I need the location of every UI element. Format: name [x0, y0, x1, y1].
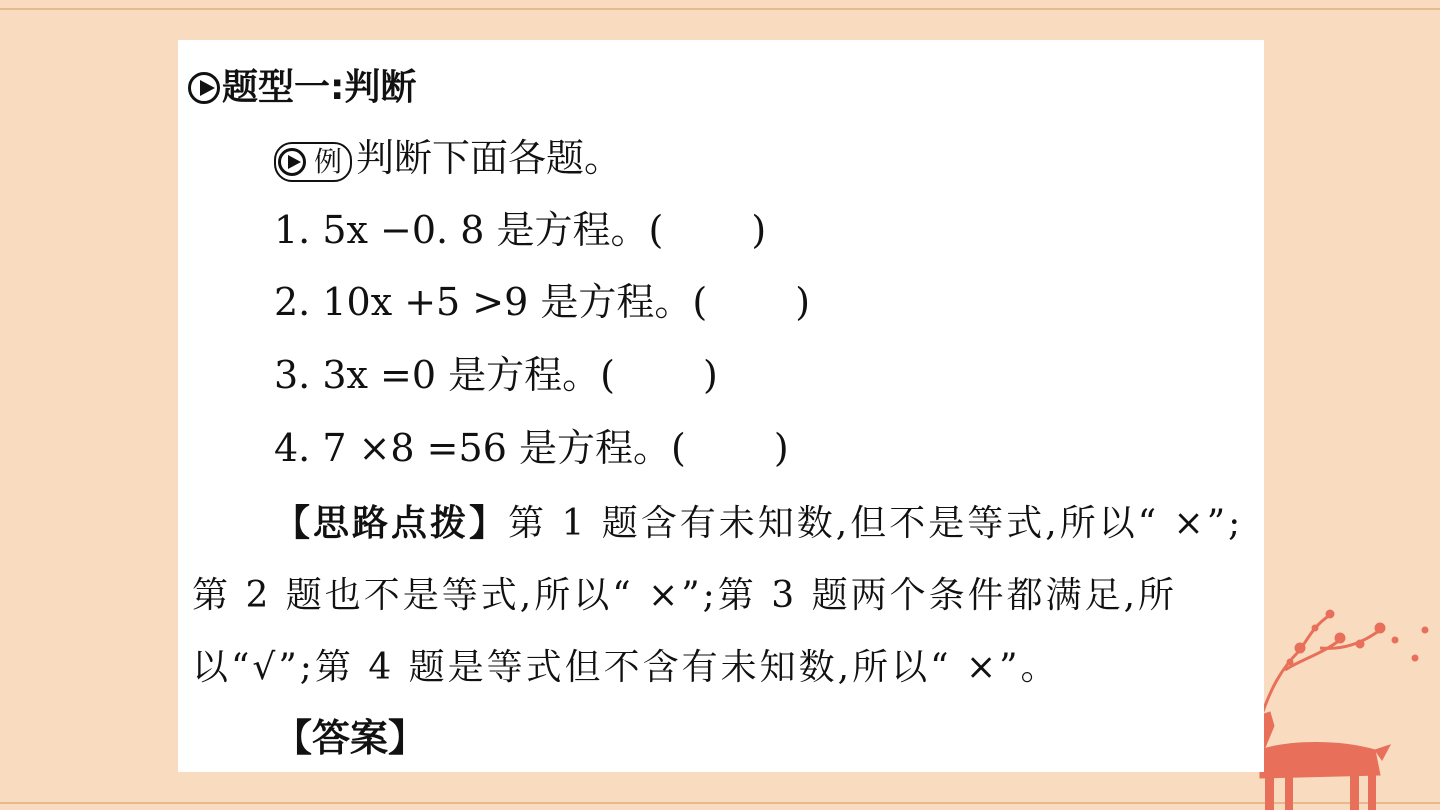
question-1: 1. 5x −0. 8 是方程。( )	[274, 208, 767, 252]
example-badge	[274, 142, 352, 182]
answer-label: 【答案】	[274, 716, 427, 760]
play-icon	[278, 148, 306, 176]
example-tag-text: 例	[314, 145, 343, 178]
question-2: 2. 10x +5 >9 是方程。( )	[274, 280, 811, 324]
play-icon	[188, 72, 220, 104]
section-heading	[188, 66, 416, 110]
question-3: 3. 3x =0 是方程。( )	[274, 353, 718, 397]
analysis-label: 【思路点拨】	[274, 503, 509, 544]
example-prompt: 判断下面各题。	[356, 136, 623, 180]
heading-text: 题型一:判断	[222, 67, 417, 108]
content-card	[178, 40, 1264, 772]
question-4: 4. 7 ×8 =56 是方程。( )	[274, 426, 789, 470]
analysis-text: 第 1 题含有未知数,但不是等式,所以“ ×”;第 2 题也不是等式,所以“ ×”;第 3 题两个条件都满足,所以“√”;第 4 题是等式但不含有未知数,所以“ ×”。	[192, 503, 1244, 688]
top-border-line	[0, 8, 1440, 10]
analysis-paragraph	[192, 488, 1252, 704]
example-line	[274, 136, 622, 182]
